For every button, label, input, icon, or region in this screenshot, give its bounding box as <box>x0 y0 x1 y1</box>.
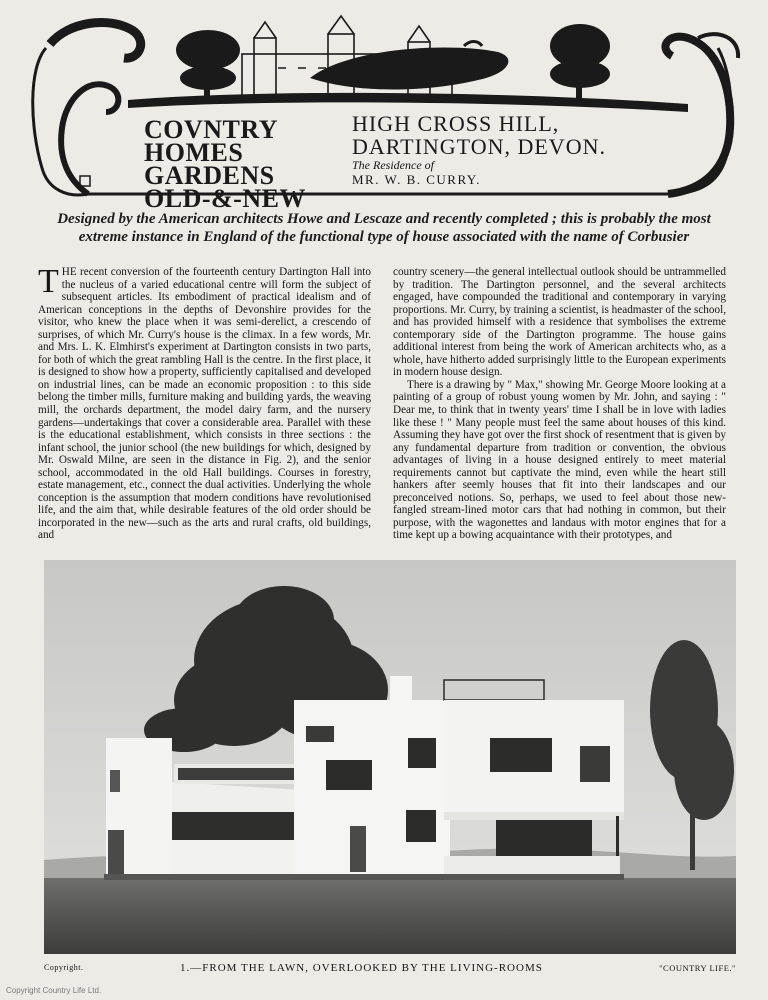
house-illustration <box>44 560 736 954</box>
article-paragraph <box>38 266 371 542</box>
figure-caption: 1.—FROM THE LAWN, OVERLOOKED BY THE LIVING-ROOMS <box>180 962 543 974</box>
article-subtitle: Designed by the American architects Howe and Lescaze and recently completed ; this is probably the most extreme instance in England of the functional type of house associated with the name of Corbusier <box>57 211 711 245</box>
series-title-line: OLD-&-NEW <box>144 184 306 213</box>
series-title-line: HOMES <box>144 138 244 167</box>
heading-line: HIGH CROSS HILL, <box>352 111 560 136</box>
article-column-left <box>38 266 371 552</box>
article-paragraph: country scenery—the general intellectual outlook should be untrammelled by tradition. The Dartington personnel, and the several architects engaged, have compounded the traditional and contemporary in varying proportions. Mr. Curry, by training a scientist, is headmaster of the school, and has provided himself with a residence that symbolises the extreme contemporary side of the Dartington programme. The house gains additional interest from being the work of American architects who, as a whole, have hitherto added surprisingly little to the European experiments in modern house design. <box>393 266 726 379</box>
series-title-line: GARDENS <box>144 161 275 190</box>
article-paragraph: There is a drawing by " Max," showing Mr. George Moore looking at a painting of a group of robust young women by Mr. John, and saying : " Dear me, to think that in twenty years' time I shall be in love with ladies like these ! " Many people must feel the same about houses of this kind. Assuming they have got over the first shock of resentment that is given by any fundamental departure from tradition or convention, the obvious advantages of living in a house designed entirely to meet material requirements cannot but captivate the mind, even while the heart still hankers after seemly houses that fit into their landscapes and our preconceived notions. So, perhaps, we used to feel about those new-fangled stream-lined motor cars that had nothing in common, but their purpose, with the wagonettes and landaus with motor engines that for a time kept up a bowing acquaintance with their prototypes, and <box>393 378 726 542</box>
series-title <box>144 115 344 213</box>
article-column-right <box>393 266 726 552</box>
heading-line: DARTINGTON, DEVON. <box>352 134 606 159</box>
photo-credit: "COUNTRY LIFE." <box>659 963 736 973</box>
owner-name: MR. W. B. CURRY. <box>352 172 481 187</box>
figure-caption-row <box>44 962 736 976</box>
series-title-line: COVNTRY <box>144 115 279 144</box>
watermark: Copyright Country Life Ltd. <box>6 986 102 995</box>
article-heading <box>352 112 682 158</box>
residence-of-label: The Residence of <box>352 158 434 172</box>
house-photograph <box>44 560 736 954</box>
drop-cap: T <box>38 266 59 300</box>
paragraph-text: HE recent conversion of the fourteenth century Dartington Hall into the nucleus of a varied educational centre will form the subject of subsequent articles. Its embodiment of practical idealism and of American conceptions in the depths of Devonshire provides for the visitor, who knew the place when it was semi-derelict, a crescendo of surprises, of which Mr. Curry's house is the climax. In a few words, Mr. and Mrs. L. K. Elmhirst's experiment at Dartington consists in two parts, for both of which the great rambling Hall is the centre. In the first place, it is designed to show how a property, sufficiently capitalised and developed on industrial lines, can be made an economic proposition : to this side belong the timber mills, furniture making and building yards, the weaving mill, the orchards department, the model dairy farm, and the nursery gardens—undertakings that cover a considerable area. Parallel with these is the educational establishment, which consists in three sections : the infant school, the junior school (the new buildings for which, designed by Mr. Oswald Milne, are seen in the distance in Fig. 2), and the senior school, accommodated in the old Hall buildings. Courses in forestry, estate management, etc., connect the dual activities. Underlying the whole conception is the assumption that modern conditions have revolutionised life, and the aim that, while desirable features of the old order should be incorporated in the new—such as the arts and rural crafts, old buildings, and <box>38 266 371 542</box>
copyright-label: Copyright. <box>44 963 84 972</box>
